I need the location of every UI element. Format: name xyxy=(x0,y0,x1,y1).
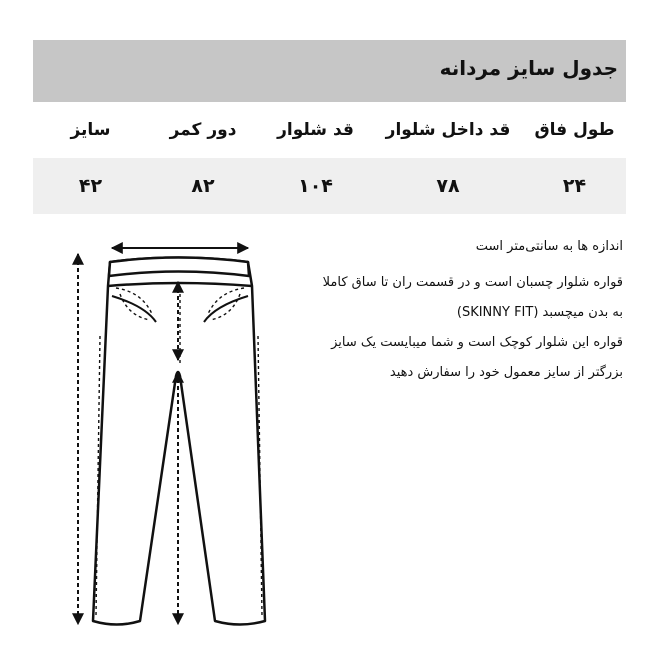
header-size: سایز xyxy=(70,120,111,140)
size-notes xyxy=(263,232,623,388)
header-inseam: قد داخل شلوار xyxy=(385,120,511,140)
value-waist: ۸۲ xyxy=(191,175,215,197)
unit-note: اندازه ها به سانتی‌متر است xyxy=(475,239,623,254)
title-bar xyxy=(33,40,626,102)
header-pants-length: قد شلوار xyxy=(277,120,354,140)
header-waist: دور کمر xyxy=(169,120,237,140)
pants-measurement-illustration xyxy=(60,236,290,636)
value-crotch-length: ۲۴ xyxy=(562,175,587,197)
value-pants-length: ۱۰۴ xyxy=(298,175,333,197)
fit-note-line1: قواره شلوار چسبان است و در قسمت ران تا ساق کاملا xyxy=(322,275,623,290)
page-title: جدول سایز مردانه xyxy=(439,56,618,80)
value-size: ۴۲ xyxy=(78,175,103,197)
value-inseam: ۷۸ xyxy=(436,175,460,197)
size-note-line1: قواره این شلوار کوچک است و شما میبایست یک سایز xyxy=(331,335,623,350)
size-table-values xyxy=(33,158,626,214)
size-note-line2: بزرگتر از سایز معمول خود را سفارش دهید xyxy=(389,365,623,380)
size-table-header xyxy=(33,108,626,152)
fit-note-line2: به بدن میچسبد (SKINNY FIT) xyxy=(456,305,623,320)
header-crotch-length: طول فاق xyxy=(534,120,615,140)
